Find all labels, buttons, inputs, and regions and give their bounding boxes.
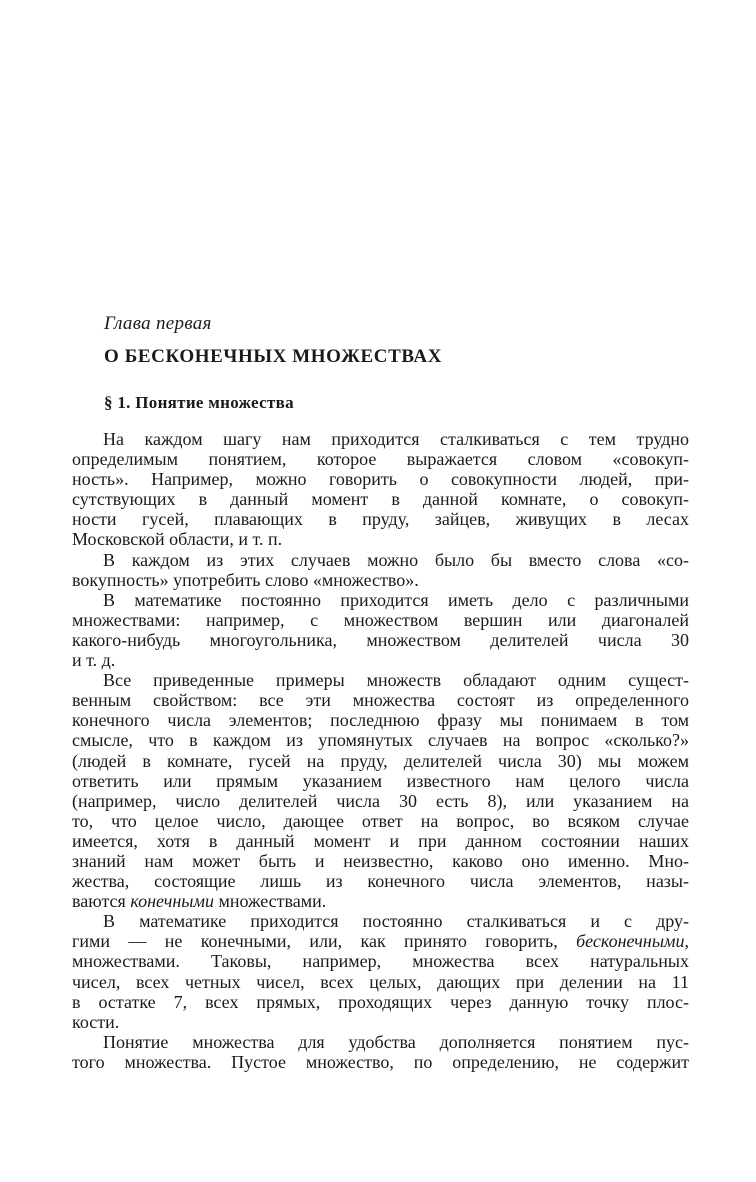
text-line: то, что целое число, дающее ответ на вопрос, во всяком случае [72, 810, 689, 831]
text-line: и т. д. [72, 650, 116, 671]
text-line: венным свойством: все эти множества состоят из определенного [72, 690, 689, 711]
text-line: (например, число делителей числа 30 есть 8), или указанием на [72, 790, 689, 811]
text-line: В математике постоянно приходится иметь дело с различными [103, 589, 689, 610]
text-line: в остатке 7, всех прямых, проходящих через данную точку плос- [72, 991, 689, 1012]
text-line: чисел, всех четных чисел, всех целых, дающих при делении на 11 [72, 971, 689, 992]
section-title: § 1. Понятие множества [104, 393, 294, 412]
paragraph-6 [72, 1032, 689, 1072]
text-line: Все приведенные примеры множеств обладают одним сущест- [103, 670, 689, 691]
chapter-title: О БЕСКОНЕЧНЫХ МНОЖЕСТВАХ [104, 346, 443, 367]
chapter-label: Глава первая [104, 313, 212, 334]
text-line: определимым понятием, которое выражается словом «совокуп- [72, 449, 689, 470]
paragraph-4 [72, 670, 689, 911]
text-line: В математике приходится постоянно сталкиваться и с дру- [103, 911, 689, 932]
text-fragment: множествами. [213, 891, 327, 912]
text-line: того множества. Пустое множество, по определению, не содержит [72, 1051, 689, 1072]
paragraph-5 [72, 911, 689, 1032]
text-line [72, 891, 689, 911]
text-line: знаний нам может быть и неизвестно, каково оно именно. Мно- [72, 850, 689, 871]
text-fragment: гими — не конечными, или, как принято говорить, [72, 931, 577, 952]
emphasized-term: конечными [130, 891, 214, 912]
text-line: сутствующих в данный момент в данной комнате, о совокуп- [72, 489, 689, 510]
text-line: кости. [72, 1011, 120, 1032]
paragraph-1 [72, 429, 689, 550]
text-line: Понятие множества для удобства дополняется понятием пус- [103, 1031, 689, 1052]
text-line: смысле, что в каждом из упомянутых случаев на вопрос «сколько?» [72, 730, 689, 751]
text-line [72, 931, 689, 951]
text-line: множествами: например, с множеством вершин или диагоналей [72, 609, 689, 630]
emphasized-term: бесконечными, [576, 931, 689, 952]
text-line: вокупность» употребить слово «множество». [72, 569, 419, 590]
text-line: жества, состоящие лишь из конечного числа элементов, назы- [72, 871, 689, 892]
text-line: ответить или прямым указанием известного нам целого числа [72, 770, 689, 791]
text-line: конечного числа элементов; последнюю фразу мы понимаем в том [72, 710, 689, 731]
text-line: множествами. Таковы, например, множества всех натуральных [72, 951, 689, 972]
text-line: имеется, хотя в данный момент и при данном состоянии наших [72, 830, 689, 851]
text-line: ности гусей, плавающих в пруду, зайцев, живущих в лесах [72, 509, 689, 530]
paragraph-3 [72, 590, 689, 670]
text-line: (людей в комнате, гусей на пруду, делителей числа 30) мы можем [72, 750, 689, 771]
text-fragment: ваются [72, 891, 131, 912]
text-line: Московской области, и т. п. [72, 529, 283, 550]
text-line: какого-нибудь многоугольника, множеством делителей числа 30 [72, 629, 689, 650]
text-line: В каждом из этих случаев можно было бы вместо слова «со- [103, 549, 689, 570]
text-line: На каждом шагу нам приходится сталкиваться с тем трудно [103, 429, 689, 449]
paragraph-2 [72, 550, 689, 590]
text-line: ность». Например, можно говорить о совокупности людей, при- [72, 469, 689, 490]
body-text [72, 429, 689, 1072]
